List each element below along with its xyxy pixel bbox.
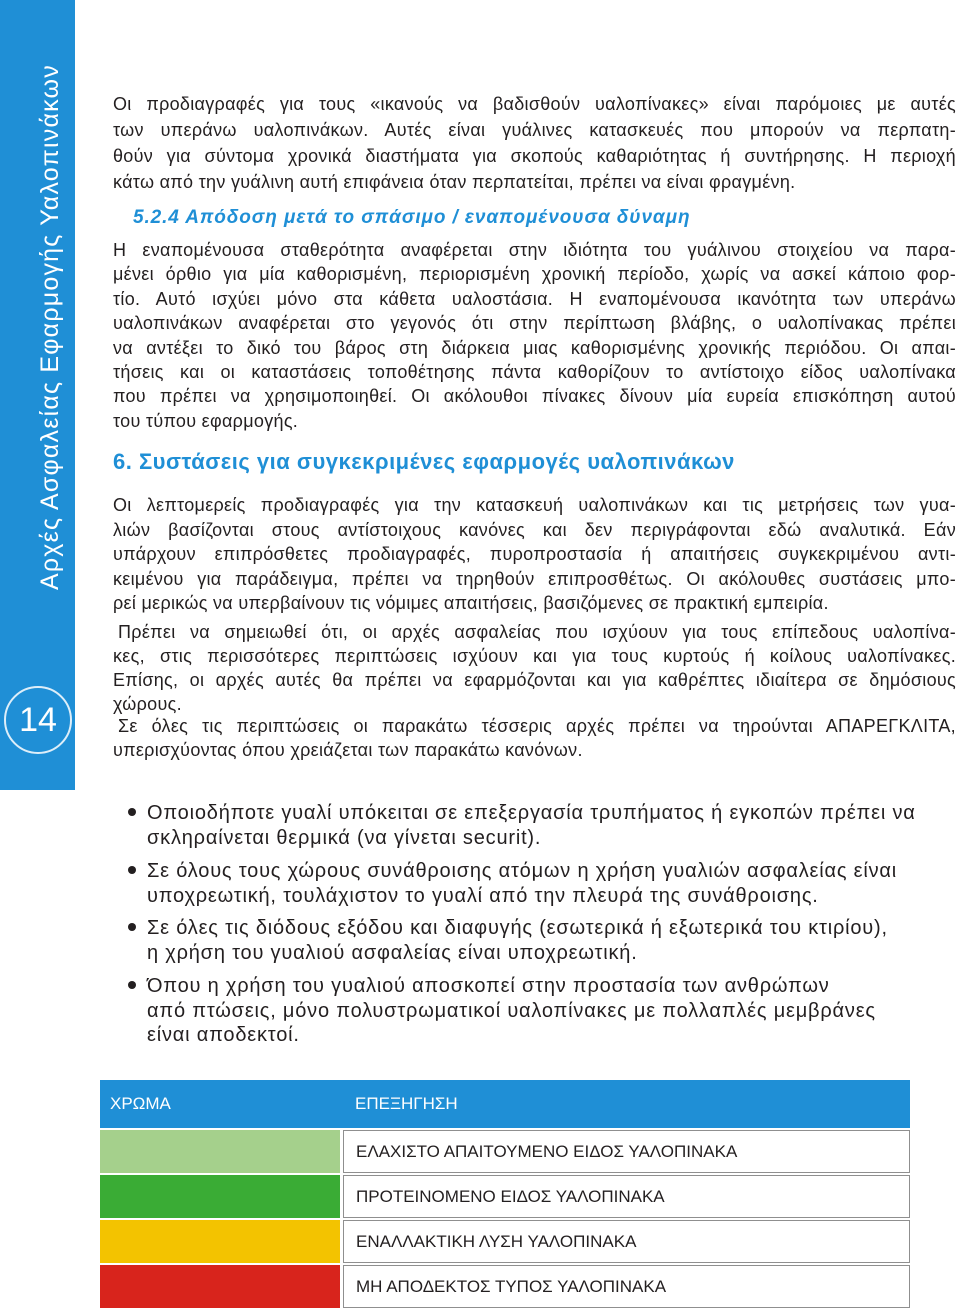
legend-label: ΜΗ ΑΠΟΔΕΚΤΟΣ ΤΥΠΟΣ ΥΑΛΟΠΙΝΑΚΑ [343,1265,910,1308]
rule-bullet-item [128,801,928,850]
color-swatch [100,1220,340,1263]
legend-label: ΕΝΑΛΛΑΚΤΙΚΗ ΛΥΣΗ ΥΑΛΟΠΙΝΑΚΑ [343,1220,910,1263]
legend-row [100,1220,910,1263]
legend-label: ΠΡΟΤΕΙΝΟΜΕΝΟ ΕΙΔΟΣ ΥΑΛΟΠΙΝΑΚΑ [343,1175,910,1218]
paragraph-line: μένει όρθιο για μία καθορισμένη, περιορισμένη χρονική περίοδο, χωρίς να ασκεί κάποιο φορ- [113,264,956,285]
paragraph-line: που πρέπει να χρησιμοποιηθεί. Οι ακόλουθοι πίνακες δίνουν μία ευρεία επισκόπηση αυτού [113,386,956,407]
section-heading-6: 6. Συστάσεις για συγκεκριμένες εφαρμογές υαλοπινάκων [113,449,735,474]
bullet-line: Όπου η χρήση του γυαλιού αποσκοπεί στην προστασία των ανθρώπων [147,975,830,997]
page-number-badge [4,686,72,754]
paragraph-line: λιών βασίζονται στους αντίστοιχους κανόνες και δεν περιγράφονται εδώ αναλυτικά. Εάν [113,519,956,540]
paragraph-line: Η εναπομένουσα σταθερότητα αναφέρεται στην ιδιότητα του γυάλινου στοιχείου να παρα- [113,240,956,260]
legend-row [100,1265,910,1308]
paragraph-line: τίο. Αυτό ισχύει μόνο στα κάθετα υαλοστάσια. Η εναπομένουσα ικανότητα των υπεράνω [113,288,956,309]
paragraph-line: Σε όλες τις περιπτώσεις οι παρακάτω τέσσερις αρχές πρέπει να τηρούνται ΑΠΑΡΕΓΚΛΙΤΑ, [118,716,956,736]
bullet-line: Οποιοδήποτε γυαλί υπόκειται σε επεξεργασία τρυπήματος ή εγκοπών πρέπει να [147,802,916,824]
paragraph-line: Οι λεπτομερείς προδιαγραφές για την κατασκευή υαλοπινάκων και τις μετρήσεις των γυα- [113,495,956,515]
header-explanation-label: ΕΠΕΞΗΓΗΣΗ [355,1094,458,1113]
paragraph-line: Οι προδιαγραφές για τους «ικανούς να βαδισθούν υαλοπίνακες» είναι παρόμοιες με αυτές [113,94,956,114]
section-6-paragraph-3 [113,715,956,762]
bullet-line: Σε όλους τους χώρους συνάθροισης ατόμων η χρήση γυαλιών ασφαλείας είναι [147,860,898,882]
section-5-2-4-paragraph [113,238,956,433]
section-6-paragraph-1 [113,493,956,616]
bullet-line: Σε όλες τις διόδους εξόδου και διαφυγής (εσωτερικά ή εξωτερικά του κτιρίου), [147,917,888,939]
rule-bullet-item [128,974,928,1048]
bullet-dot-icon [128,808,136,816]
page-number: 14 [19,701,57,739]
paragraph-line: ρεί μερικώς να υπερβαίνουν τις νόμιμες απαιτήσεις, βασιζόμενες σε πρακτική εμπειρία. [113,593,829,613]
header-color-label: ΧΡΩΜΑ [110,1094,171,1113]
paragraph-line: να αντέξει το δικό του βάρος στη διάρκεια μιας καθορισμένης χρονικής περιόδου. Οι απαι- [113,337,956,358]
paragraph-line: κάτω από την γυάλινη αυτή επιφάνεια όταν περπατείται, πρέπει να είναι φραγμένη. [113,172,796,192]
rule-bullet-item [128,859,928,908]
paragraph-line: του τύπου εφαρμογής. [113,410,299,431]
bullet-dot-icon [128,923,136,931]
legend-row [100,1175,910,1218]
paragraph-line: Πρέπει να σημειωθεί ότι, οι αρχές ασφαλείας που ισχύουν για τους επίπεδους υαλοπίνα- [118,622,956,642]
paragraph-line: υαλοπινάκων αναφέρεται στο γεγονός ότι στην περίπτωση βλάβης, ο υαλοπίνακας πρέπει [113,313,956,334]
bullet-line: από πτώσεις, μόνο πολυστρωματικοί υαλοπίνακες με πολλαπλές μεμβράνες [147,999,876,1022]
paragraph-line: χώρους. [113,694,182,714]
paragraph-line: των υπεράνω υαλοπινάκων. Αυτές είναι γυάλινες κατασκευές που μπορούν να περπατη- [113,120,956,140]
paragraph-line: υπερισχύοντας όπου χρειάζεται των παρακάτω κανόνων. [113,739,583,760]
legend-row [100,1130,910,1173]
paragraph-line: τήσεις και οι καταστάσεις τοποθέτησης πάντα καθορίζουν το αντίστοιχο είδος υαλοπίνακα [113,361,956,382]
legend-table-header [100,1080,910,1128]
paragraph-line: υπάρχουν επιπρόσθετες προδιαγραφές, πυροπροστασία ή απαιτήσεις συγκεκριμένου αντι- [113,544,956,564]
color-swatch [100,1130,340,1173]
paragraph-line: κες, στις περισσότερες περιπτώσεις ισχύουν και για τους κυρτούς ή κοίλους υαλοπίνακες. [113,646,956,666]
legend-label: ΕΛΑΧΙΣΤΟ ΑΠΑΙΤΟΥΜΕΝΟ ΕΙΔΟΣ ΥΑΛΟΠΙΝΑΚΑ [343,1130,910,1173]
paragraph-line: θούν για σύντομα χρονικά διαστήματα για σκοπούς καθαριότητας ή συντήρησης. Η περιοχή [113,146,956,166]
bullet-line: η χρήση του γυαλιού ασφαλείας είναι υποχρεωτική. [147,941,638,964]
intro-paragraph [113,91,956,195]
paragraph-line: Επίσης, οι αρχές αυτές θα πρέπει να εφαρμόζονται και για καθρέπτες ιδιαίτερα σε δημόσιους [113,670,956,690]
bullet-dot-icon [128,981,136,989]
bullet-line: είναι αποδεκτοί. [147,1024,300,1046]
paragraph-line: κειμένου για παράδειγμα, πρέπει να τηρηθούν επιπροσθέτως. Οι ακόλουθες συστάσεις μπο- [113,568,956,589]
bullet-line: σκληραίνεται θερμικά (να γίνεται securit). [147,826,542,849]
sidebar-title: Αρχές Ασφαλείας Εφαρμογής Υαλοπινάκων [36,64,64,590]
sidebar-band [0,0,75,790]
color-swatch [100,1175,340,1218]
legend-table [100,1080,910,1308]
bullet-dot-icon [128,866,136,874]
section-6-paragraph-2 [113,620,956,716]
bullet-line: υποχρεωτική, τουλάχιστον το γυαλί από την πλευρά της συνάθροισης. [147,884,819,907]
section-heading-5-2-4: 5.2.4 Απόδοση μετά το σπάσιμο / εναπομένουσα δύναμη [133,207,691,228]
rule-bullet-item [128,916,928,965]
color-swatch [100,1265,340,1308]
